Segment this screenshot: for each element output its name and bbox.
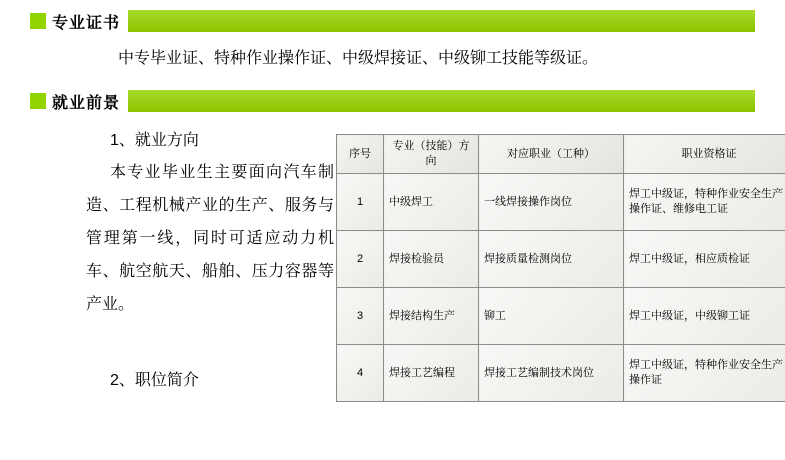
- table-header-cell-job: 对应职业（工种）: [479, 135, 624, 174]
- table-row: [337, 231, 785, 288]
- table-row: [337, 174, 785, 231]
- square-bullet-icon: [30, 93, 46, 109]
- table-cell-job: 一线焊接操作岗位: [479, 174, 624, 231]
- table-cell-major: 焊接工艺编程: [384, 345, 479, 402]
- table-header-cell-major: 专业（技能）方向: [384, 135, 479, 174]
- table-body: [337, 174, 785, 402]
- table-cell-no: 4: [337, 345, 384, 402]
- table-header-cell-no: 序号: [337, 135, 384, 174]
- table-cell-job: 焊接工艺编制技术岗位: [479, 345, 624, 402]
- prospect-paragraph: [86, 156, 334, 321]
- table-cell-no: 1: [337, 174, 384, 231]
- section-header-prospect: [30, 88, 755, 114]
- square-bullet-icon: [30, 13, 46, 29]
- prospect-list-item-2: 2、职位简介: [110, 372, 199, 389]
- table-cell-cert: 焊工中级证，相应质检证: [624, 231, 785, 288]
- section-bar-fill: [128, 90, 755, 112]
- table-cell-cert: 焊工中级证，特种作业安全生产操作证: [624, 345, 785, 402]
- table-cell-major: 焊接检验员: [384, 231, 479, 288]
- table-header-row: [337, 135, 785, 174]
- jobs-table: [336, 134, 785, 402]
- table-cell-major: 中级焊工: [384, 174, 479, 231]
- certificate-body-text: 中专毕业证、特种作业操作证、中级焊接证、中级铆工技能等级证。: [118, 50, 599, 67]
- table-header: [337, 135, 785, 174]
- table-cell-job: 铆工: [479, 288, 624, 345]
- section-title-prospect: 就业前景: [52, 94, 121, 112]
- table-cell-cert: 焊工中级证，中级铆工证: [624, 288, 785, 345]
- table-cell-major: 焊接结构生产: [384, 288, 479, 345]
- prospect-paragraph-text: 本专业毕业生主要面向汽车制造、工程机械产业的生产、服务与管理第一线，同时可适应动力机车、航空航天、船舶、压力容器等产业。: [86, 164, 334, 313]
- section-title-certificate: 专业证书: [52, 14, 121, 32]
- section-bar-fill: [128, 10, 755, 32]
- table-cell-no: 2: [337, 231, 384, 288]
- section-header-certificate: [30, 8, 755, 34]
- table-row: [337, 288, 785, 345]
- table-cell-job: 焊接质量检测岗位: [479, 231, 624, 288]
- table-cell-no: 3: [337, 288, 384, 345]
- table-cell-cert: 焊工中级证，特种作业安全生产操作证、维修电工证: [624, 174, 785, 231]
- prospect-list-item-1: 1、就业方向: [110, 132, 199, 149]
- table-row: [337, 345, 785, 402]
- table-header-cell-cert: 职业资格证: [624, 135, 785, 174]
